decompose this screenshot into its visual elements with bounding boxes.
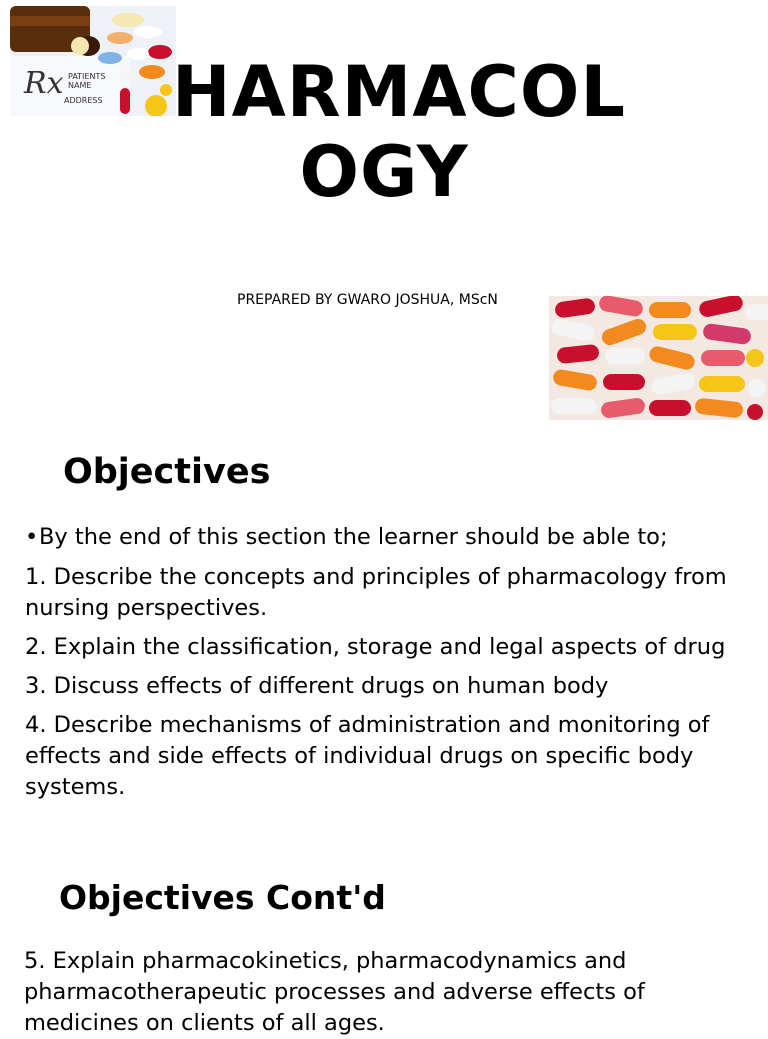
objectives-slide <box>0 430 768 850</box>
objective-item-5: 5. Explain pharmacokinetics, pharmacodynamics and pharmacotherapeutic processes and adverse effects of medicines on clients of all ages. <box>24 948 645 1036</box>
presentation-title <box>0 52 768 212</box>
objectives-contd-heading: Objectives Cont'd <box>59 878 386 917</box>
objectives-body <box>25 522 755 811</box>
objectives-contd-body <box>24 946 754 1039</box>
title-slide <box>0 0 768 428</box>
capsules-illustration <box>549 296 768 420</box>
rx-label: Rx <box>24 66 64 101</box>
bullet-icon: • <box>25 524 39 550</box>
objective-item-3: 3. Discuss effects of different drugs on human body <box>25 673 609 699</box>
rx-field-patients: PATIENTS <box>68 72 106 81</box>
objective-item-4: 4. Describe mechanisms of administration and monitoring of effects and side effects of individual drugs on specific body systems. <box>25 712 710 800</box>
capsules-image <box>549 296 768 420</box>
objectives-intro <box>25 522 755 553</box>
objective-item-2: 2. Explain the classification, storage and legal aspects of drug <box>25 634 726 660</box>
objectives-intro-text: By the end of this section the learner should be able to; <box>39 524 668 550</box>
prepared-by-text: PREPARED BY GWARO JOSHUA, MScN <box>237 292 498 308</box>
objective-item-1: 1. Describe the concepts and principles of pharmacology from nursing perspectives. <box>25 564 727 621</box>
objectives-heading: Objectives <box>63 452 271 492</box>
title-line-1: HARMACOL <box>172 51 626 133</box>
rx-field-name: NAME <box>68 81 92 90</box>
title-line-2: OGY <box>299 131 469 213</box>
objectives-contd-slide <box>0 858 768 1036</box>
rx-field-address: ADDRESS <box>64 96 103 105</box>
